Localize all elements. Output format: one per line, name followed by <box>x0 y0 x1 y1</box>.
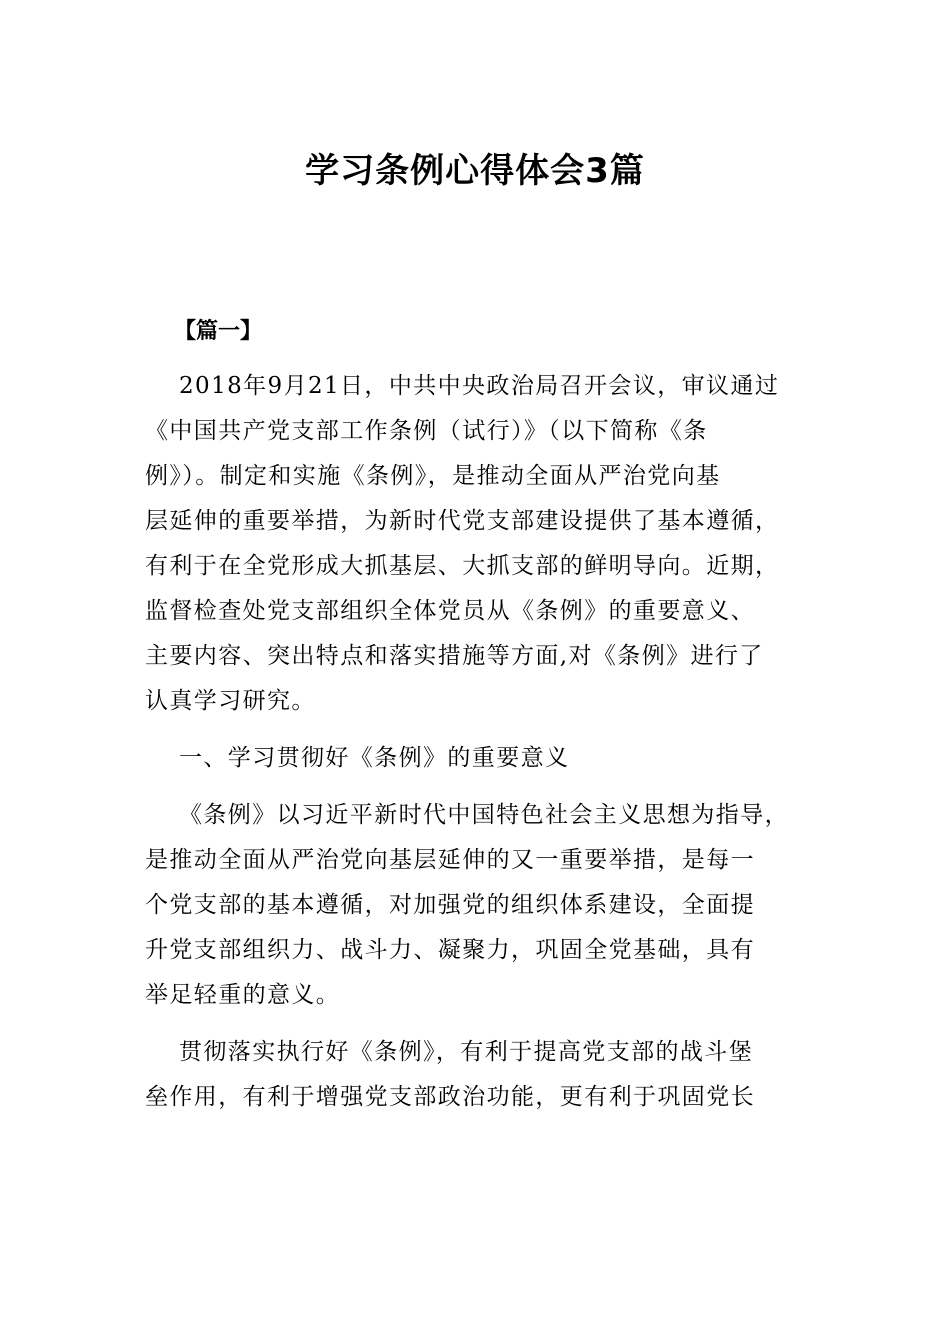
paragraph-gap <box>145 1018 825 1030</box>
body-line: 例》）。制定和实施《条例》，是推动全面从严治党向基 <box>145 463 721 489</box>
body-line: 是推动全面从严治党向基层延伸的又一重要举措，是每一 <box>145 847 755 873</box>
body-line: 有利于在全党形成大抓基层、大抓支部的鲜明导向。近期， <box>145 553 780 579</box>
body-line: 2018年9月21日，中共中央政治局召开会议，审议通过 <box>179 373 780 399</box>
body-line: 认真学习研究。 <box>145 688 316 714</box>
body-line: 举足轻重的意义。 <box>145 982 341 1008</box>
paragraph-gap <box>145 781 825 793</box>
body-line: 升党支部组织力、战斗力、凝聚力，巩固全党基础，具有 <box>145 937 755 963</box>
body-line: 垒作用，有利于增强党支部政治功能，更有利于巩固党长 <box>145 1084 755 1110</box>
body-line: 《条例》以习近平新时代中国特色社会主义思想为指导， <box>179 802 789 828</box>
body-line: 监督检查处党支部组织全体党员从《条例》的重要意义、 <box>145 598 755 624</box>
document-body <box>145 364 825 1120</box>
paragraph-gap <box>145 724 825 736</box>
section-heading: 【篇一】 <box>174 319 263 344</box>
subheading-line: 一、学习贯彻好《条例》的重要意义 <box>179 745 570 771</box>
body-line: 层延伸的重要举措，为新时代党支部建设提供了基本遵循， <box>145 508 780 534</box>
body-line: 个党支部的基本遵循，对加强党的组织体系建设，全面提 <box>145 892 755 918</box>
body-line: 《中国共产党支部工作条例（试行）》（以下简称《条 <box>145 418 708 444</box>
body-line: 贯彻落实执行好《条例》，有利于提高党支部的战斗堡 <box>179 1039 754 1065</box>
body-line: 主要内容、突出特点和落实措施等方面,对《条例》进行了 <box>145 643 764 669</box>
page-title: 学习条例心得体会3篇 <box>305 151 645 191</box>
